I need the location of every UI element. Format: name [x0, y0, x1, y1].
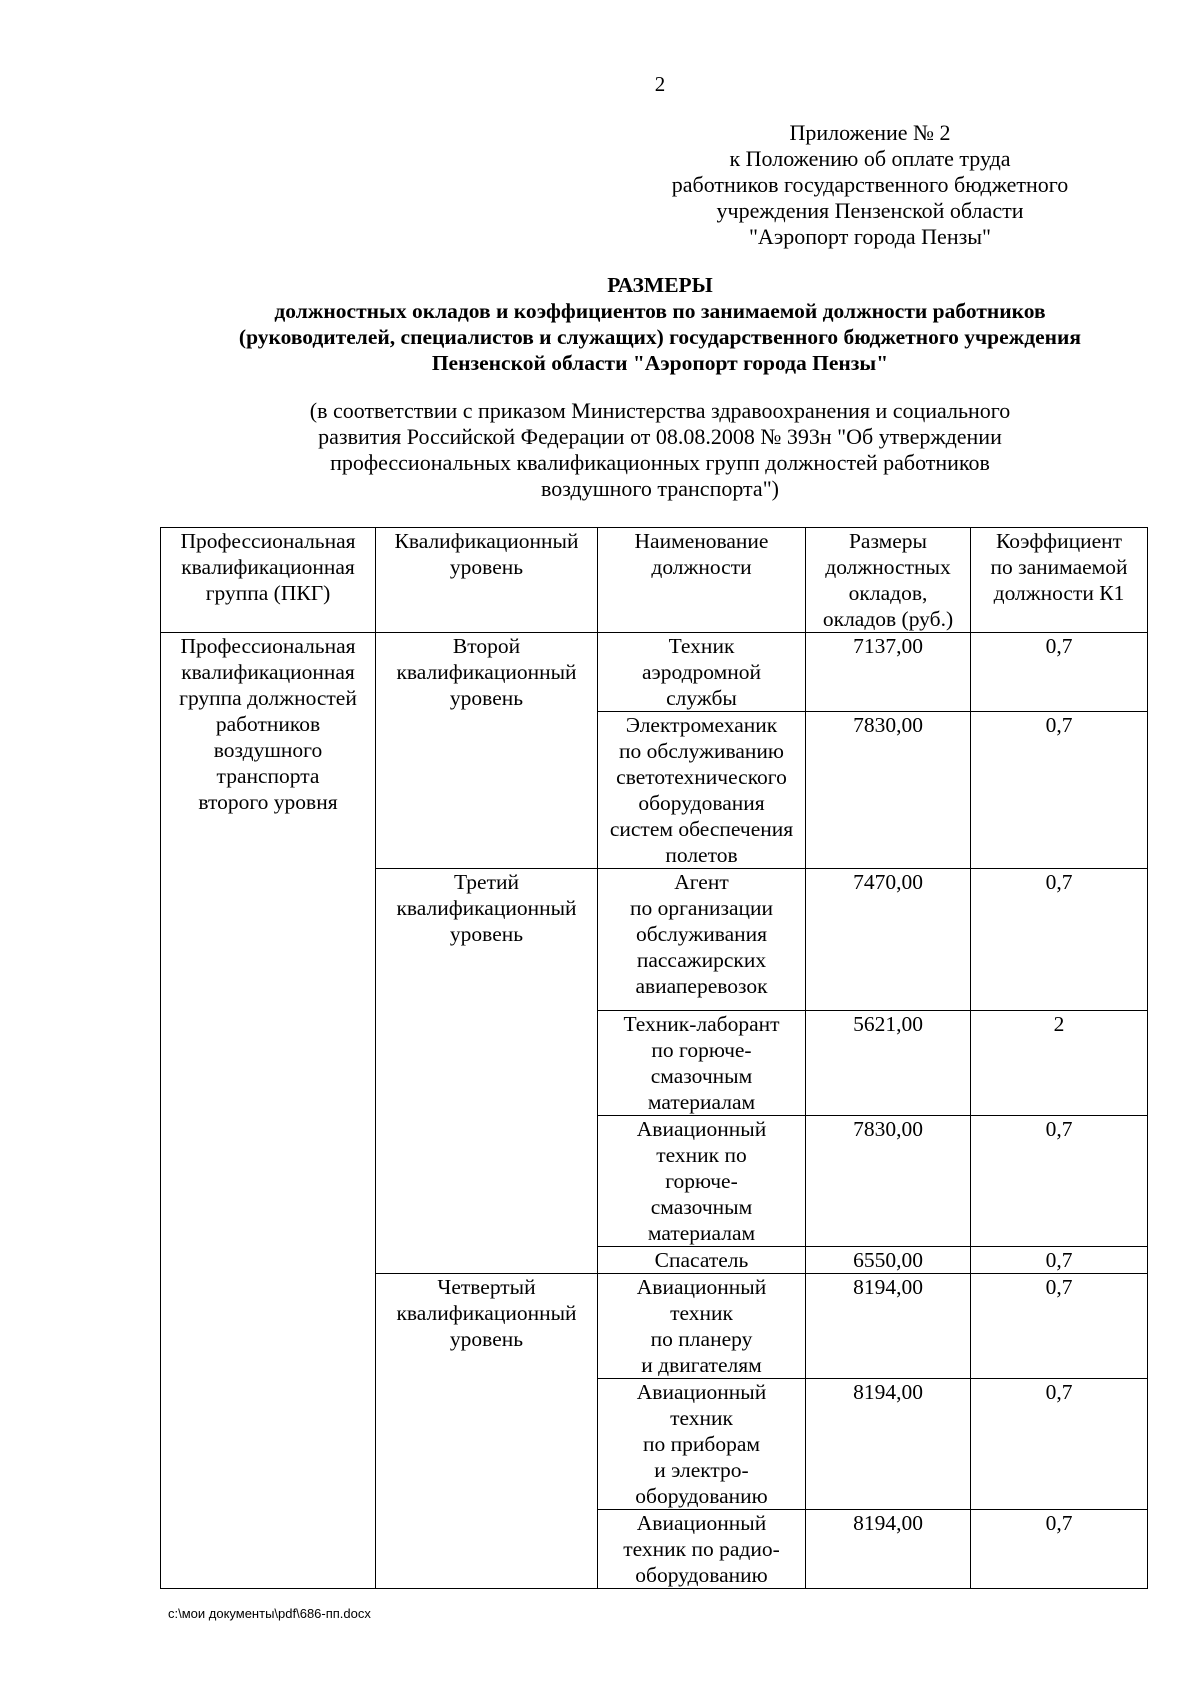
- appendix-line: Приложение № 2: [789, 120, 951, 145]
- cell-text-line: 7830,00: [853, 1117, 923, 1141]
- cell-text-line: 0,7: [1045, 713, 1073, 737]
- document-title: [150, 272, 1170, 376]
- cell-text-line: 7470,00: [853, 870, 923, 894]
- cell-text-line: Авиационный: [636, 1380, 767, 1404]
- coefficient-cell: [971, 1116, 1148, 1247]
- appendix-line: "Аэропорт города Пензы": [748, 224, 992, 249]
- cell-text-line: по обслуживанию: [619, 739, 784, 763]
- cell-text-line: Профессиональная: [180, 634, 356, 658]
- cell-text-line: Электромеханик: [625, 713, 778, 737]
- salary-table: [160, 527, 1148, 1589]
- table-header-row: [161, 528, 1148, 633]
- cell-text-line: Авиационный: [636, 1117, 767, 1141]
- cell-text-line: Коэффициент: [995, 529, 1123, 553]
- cell-text-line: по планеру: [650, 1327, 753, 1351]
- salary-cell: [806, 1116, 971, 1247]
- position-cell: [598, 869, 806, 1011]
- cell-text-line: 7830,00: [853, 713, 923, 737]
- cell-text-line: квалификационный: [396, 896, 577, 920]
- cell-text-line: окладов,: [848, 581, 928, 605]
- salary-cell: [806, 633, 971, 712]
- salary-cell: [806, 869, 971, 1011]
- cell-text-line: квалификационная: [181, 555, 355, 579]
- coefficient-cell: [971, 1379, 1148, 1510]
- cell-text-line: должности: [651, 555, 752, 579]
- title-line: РАЗМЕРЫ: [607, 273, 713, 297]
- cell-text-line: уровень: [449, 1327, 524, 1351]
- cell-text-line: Профессиональная: [180, 529, 356, 553]
- salary-cell: [806, 1011, 971, 1116]
- cell-text-line: Размеры: [848, 529, 928, 553]
- basis-line: профессиональных квалификационных групп должностей работников: [330, 450, 990, 475]
- level-cell: [376, 1274, 598, 1589]
- header-position: [598, 528, 806, 633]
- table-row: [161, 633, 1148, 712]
- coefficient-cell: [971, 633, 1148, 712]
- position-cell: [598, 712, 806, 869]
- title-line: должностных окладов и коэффициентов по занимаемой должности работников: [274, 299, 1046, 323]
- basis-line: (в соответствии с приказом Министерства здравоохранения и социального: [309, 398, 1011, 423]
- cell-text-line: полетов: [665, 843, 738, 867]
- cell-text-line: 5621,00: [853, 1012, 923, 1036]
- cell-text-line: аэродромной: [641, 660, 762, 684]
- cell-text-line: техник по: [656, 1143, 747, 1167]
- appendix-line: работников государственного бюджетного: [671, 172, 1069, 197]
- cell-text-line: по горюче-: [651, 1038, 752, 1062]
- header-level: [376, 528, 598, 633]
- cell-text-line: смазочным: [650, 1064, 753, 1088]
- position-cell: [598, 633, 806, 712]
- coefficient-cell: [971, 712, 1148, 869]
- coefficient-cell: [971, 1274, 1148, 1379]
- cell-text-line: пассажирских: [636, 948, 767, 972]
- cell-text-line: Техник-лаборант: [623, 1012, 780, 1036]
- cell-text-line: окладов (руб.): [822, 607, 954, 631]
- cell-text-line: 8194,00: [853, 1275, 923, 1299]
- coefficient-cell: [971, 1011, 1148, 1116]
- coefficient-cell: [971, 869, 1148, 1011]
- cell-text-line: 0,7: [1045, 1511, 1073, 1535]
- cell-text-line: воздушного: [213, 738, 323, 762]
- cell-text-line: 0,7: [1045, 870, 1073, 894]
- cell-text-line: 0,7: [1045, 1248, 1073, 1272]
- position-cell: [598, 1274, 806, 1379]
- cell-text-line: светотехнического: [616, 765, 787, 789]
- appendix-header: [620, 120, 1120, 250]
- cell-text-line: 7137,00: [853, 634, 923, 658]
- cell-text-line: материалам: [647, 1221, 756, 1245]
- file-path-footer: c:\мои документы\pdf\686-пп.docx: [168, 1606, 371, 1621]
- position-cell: [598, 1011, 806, 1116]
- level-cell: [376, 633, 598, 869]
- cell-text-line: группа должностей: [179, 686, 357, 710]
- cell-text-line: горюче-: [665, 1169, 738, 1193]
- cell-text-line: второго уровня: [198, 790, 338, 814]
- cell-text-line: Спасатель: [654, 1248, 749, 1272]
- cell-text-line: уровень: [449, 922, 524, 946]
- position-cell: [598, 1510, 806, 1589]
- basis-line: развития Российской Федерации от 08.08.2008 № 393н "Об утверждении: [318, 424, 1002, 449]
- salary-cell: [806, 1247, 971, 1274]
- cell-text-line: обслуживания: [635, 922, 768, 946]
- title-line: Пензенской области "Аэропорт города Пензы": [431, 351, 889, 375]
- coefficient-cell: [971, 1247, 1148, 1274]
- cell-text-line: Агент: [674, 870, 729, 894]
- cell-text-line: Третий: [453, 870, 519, 894]
- cell-text-line: авиаперевозок: [635, 974, 768, 998]
- cell-text-line: группа (ПКГ): [205, 581, 331, 605]
- header-salary: [806, 528, 971, 633]
- position-cell: [598, 1247, 806, 1274]
- cell-text-line: по приборам: [643, 1432, 760, 1456]
- cell-text-line: уровень: [449, 686, 524, 710]
- title-line: (руководителей, специалистов и служащих) государственного бюджетного учреждения: [238, 325, 1082, 349]
- cell-text-line: должности К1: [993, 581, 1125, 605]
- cell-text-line: службы: [666, 686, 737, 710]
- cell-text-line: и двигателям: [641, 1353, 762, 1377]
- cell-text-line: Второй: [452, 634, 521, 658]
- cell-text-line: 8194,00: [853, 1380, 923, 1404]
- cell-text-line: систем обеспечения: [609, 817, 794, 841]
- cell-text-line: Техник: [668, 634, 735, 658]
- cell-text-line: уровень: [449, 555, 524, 579]
- cell-text-line: 0,7: [1045, 1275, 1073, 1299]
- cell-text-line: Четвертый: [437, 1275, 536, 1299]
- header-pkg: [161, 528, 376, 633]
- level-cell: [376, 869, 598, 1274]
- salary-cell: [806, 1274, 971, 1379]
- cell-text-line: 6550,00: [853, 1248, 923, 1272]
- salary-cell: [806, 1510, 971, 1589]
- cell-text-line: квалификационная: [181, 660, 355, 684]
- cell-text-line: 0,7: [1045, 1380, 1073, 1404]
- cell-text-line: 2: [1053, 1012, 1065, 1036]
- legal-basis: [150, 398, 1170, 502]
- position-cell: [598, 1379, 806, 1510]
- position-cell: [598, 1116, 806, 1247]
- cell-text-line: Квалификационный: [394, 529, 579, 553]
- salary-cell: [806, 712, 971, 869]
- cell-text-line: транспорта: [216, 764, 320, 788]
- cell-text-line: по организации: [629, 896, 774, 920]
- cell-text-line: техник: [670, 1301, 733, 1325]
- cell-text-line: техник: [670, 1406, 733, 1430]
- cell-text-line: квалификационный: [396, 1301, 577, 1325]
- cell-text-line: по занимаемой: [990, 555, 1128, 579]
- cell-text-line: смазочным: [650, 1195, 753, 1219]
- cell-text-line: 8194,00: [853, 1511, 923, 1535]
- cell-text-line: работников: [215, 712, 321, 736]
- cell-text-line: Авиационный: [636, 1275, 767, 1299]
- cell-text-line: материалам: [647, 1090, 756, 1114]
- appendix-line: учреждения Пензенской области: [716, 198, 1024, 223]
- cell-text-line: оборудованию: [635, 1484, 768, 1508]
- cell-text-line: оборудованию: [635, 1563, 768, 1587]
- cell-text-line: Наименование: [634, 529, 769, 553]
- cell-text-line: 0,7: [1045, 634, 1073, 658]
- coefficient-cell: [971, 1510, 1148, 1589]
- basis-line: воздушного транспорта"): [540, 476, 780, 501]
- cell-text-line: техник по радио-: [623, 1537, 780, 1561]
- cell-text-line: и электро-: [654, 1458, 749, 1482]
- salary-cell: [806, 1379, 971, 1510]
- page-number: 2: [654, 72, 666, 96]
- cell-text-line: Авиационный: [636, 1511, 767, 1535]
- cell-text-line: квалификационный: [396, 660, 577, 684]
- appendix-line: к Положению об оплате труда: [729, 146, 1011, 171]
- group-cell: [161, 633, 376, 1589]
- header-coefficient: [971, 528, 1148, 633]
- cell-text-line: 0,7: [1045, 1117, 1073, 1141]
- cell-text-line: должностных: [825, 555, 951, 579]
- cell-text-line: оборудования: [638, 791, 765, 815]
